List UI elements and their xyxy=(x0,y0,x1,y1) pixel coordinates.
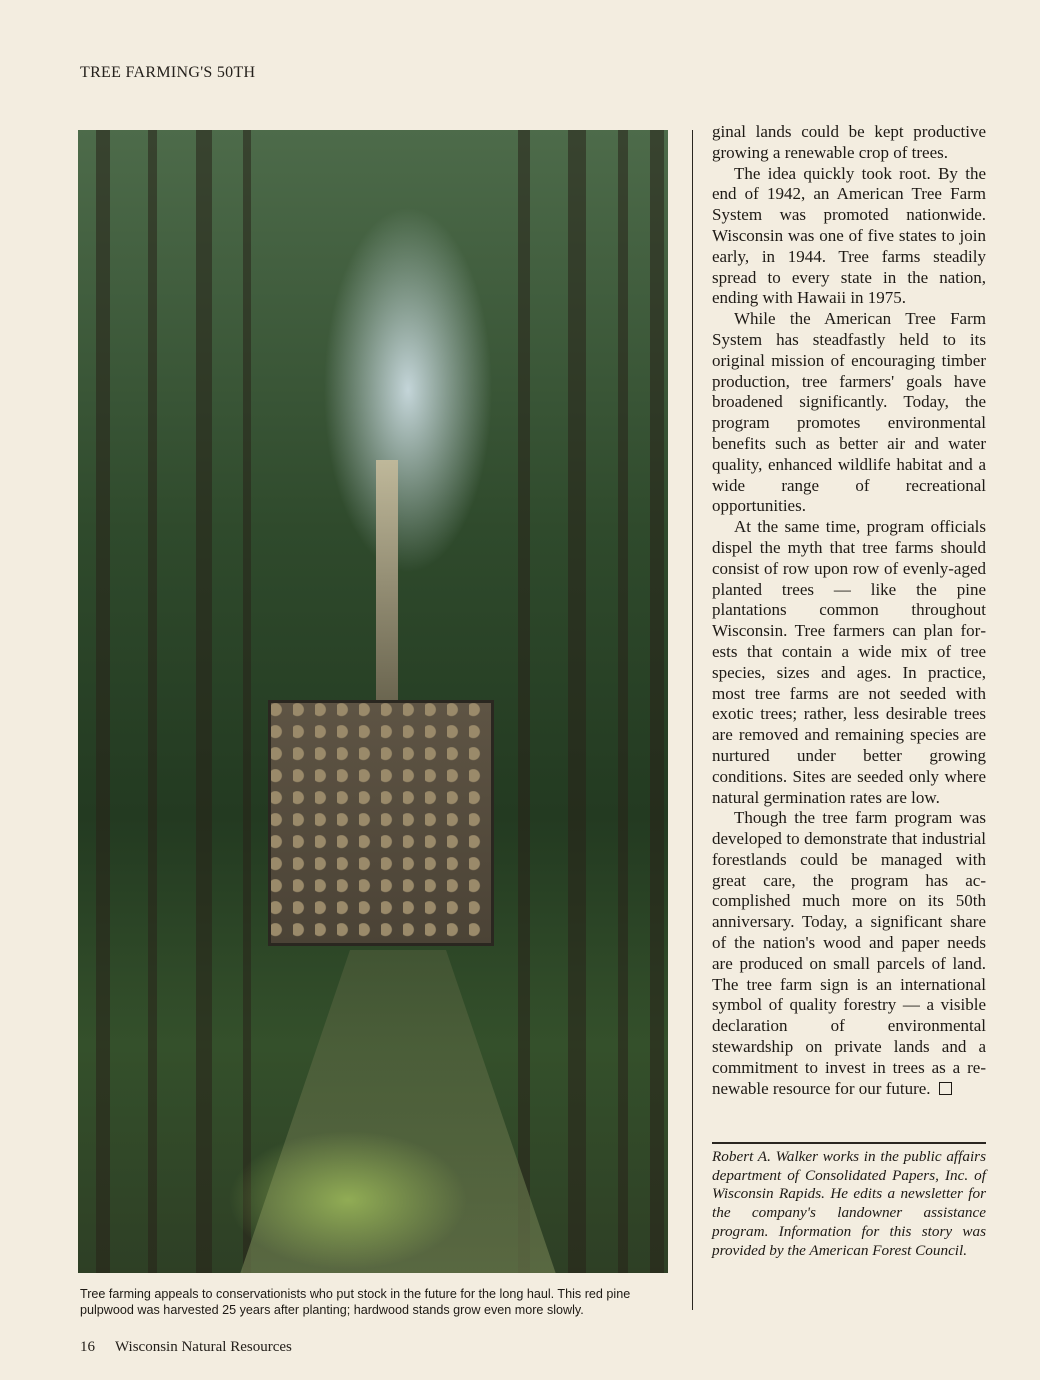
article-paragraph-text: Though the tree farm program was developed to demonstrate that industrial forestlands could be managed with great care, the program has accomplished much more on its 50th anniversary. Today, a significant share of the nation's wood and paper needs are produced on small parcels of land. The tree farm sign is an international symbol of quality forestry — a visible declaration of environmental stewardship on private lands and a commitment to invest in trees as a renewable resource for our future. xyxy=(712,808,986,1098)
column-divider xyxy=(692,130,693,1310)
publication-name: Wisconsin Natural Resources xyxy=(115,1339,292,1355)
article-column xyxy=(712,122,986,1099)
end-of-article-square-icon xyxy=(939,1082,952,1095)
photo-caption: Tree farming appeals to conservationists who put stock in the future for the long haul. This red pine pulpwood was harvested 25 years after planting; hardwood stands grow even more slowly. xyxy=(80,1287,631,1317)
bio-divider xyxy=(712,1142,986,1144)
article-paragraph: While the American Tree Farm System has steadfastly held to its original mission of encouraging timber production, tree farmers' goals have broadened significantly. Today, the program promotes environmental benefits such as better air and water quality, enhanced wildlife habitat and a wide range of recreational opportunities. xyxy=(712,309,986,516)
author-bio: Robert A. Walker works in the public affairs department of Consolidated Papers, Inc. of Wisconsin Rapids. He edits a newsletter for the company's landowner assistance program. Information for this story was provided by the American Forest Council. xyxy=(712,1148,986,1259)
article-paragraph: ginal lands could be kept productive growing a renewable crop of trees. xyxy=(712,122,986,162)
forest-forwarder-photo xyxy=(78,130,668,1273)
article-paragraph-last xyxy=(712,808,986,1099)
article-paragraph: At the same time, program officials dispel the myth that tree farms should consist of row upon row of evenly-aged planted trees — like the pine plantations common throughout Wisconsin. Tree farmers can plan forests that contain a wide mix of tree species, sizes and ages. In practice, most tree farms are not seeded with exotic trees; rather, less desirable trees are removed and remaining species are nurtured under better growing conditions. Sites are seeded only where natural germination rates are low. xyxy=(712,517,986,807)
page-number: 16 xyxy=(80,1339,95,1355)
article-paragraph: The idea quickly took root. By the end of 1942, an American Tree Farm System was promoted nationwide. Wisconsin was one of five states to join early, in 1944. Tree farms steadily spread to every state in the nation, ending with Hawaii in 1975. xyxy=(712,163,986,308)
page-footer xyxy=(80,1339,292,1356)
running-head: TREE FARMING'S 50TH xyxy=(80,64,256,81)
